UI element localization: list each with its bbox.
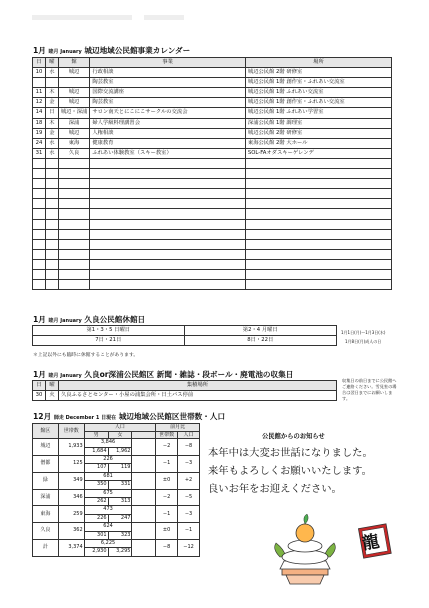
population-female: 313: [108, 498, 132, 506]
population-row: [33, 540, 200, 548]
calendar-hall: 城辺: [58, 98, 90, 108]
calendar-row: [33, 158, 392, 168]
population-total: 226: [84, 456, 132, 464]
calendar-event: [90, 199, 246, 209]
population-row: [33, 472, 200, 480]
population-area: 東海: [33, 506, 59, 523]
calendar-place: 城辺公民館 1階 創作室・ふれあい交流室: [245, 98, 391, 108]
calendar-event: 人権相談: [90, 128, 246, 138]
collection-table: [32, 380, 337, 401]
calendar-dow: [45, 209, 58, 219]
calendar-place: 城辺公民館 1階 創作室・ふれあい交流室: [245, 78, 391, 88]
population-male: 2,930: [84, 548, 108, 556]
population-head-blank: [132, 431, 156, 439]
notice-line-3: 良いお年をお迎えください。: [208, 483, 342, 495]
closure-side-note-1: 1月1日(月)～1月3日(水): [341, 330, 386, 335]
population-row: [33, 439, 200, 447]
population-male: 301: [84, 531, 108, 539]
calendar-dow: 木: [45, 118, 58, 128]
population-female: 247: [108, 514, 132, 522]
calendar-dow: 日: [45, 108, 58, 118]
calendar-row: [33, 148, 392, 158]
calendar-head-event: 事業: [90, 58, 246, 68]
collection-title: 1月 睦月 January 久良or深浦公民館区 新聞・雑誌・段ボール・廃電池の収集日: [33, 370, 294, 379]
calendar-place: 東海公民館 2階 大ホール: [245, 138, 391, 148]
notice-title: 公民館からのお知らせ: [262, 433, 325, 440]
population-households: 346: [58, 489, 84, 506]
calendar-dow: [45, 259, 58, 269]
calendar-day: [33, 249, 46, 259]
population-area: 僧都: [33, 456, 59, 473]
population-diff-households: −2: [156, 489, 178, 506]
closure-title: 1月 睦月 January 久良公民館休館日: [33, 315, 146, 324]
population-diff-households: ±0: [156, 472, 178, 489]
calendar-day: [33, 269, 46, 279]
calendar-hall: [58, 269, 90, 279]
population-total: 681: [84, 472, 132, 480]
population-head-area: 館区: [33, 424, 59, 439]
calendar-row: [33, 169, 392, 179]
calendar-hall: [58, 158, 90, 168]
calendar-day: [33, 259, 46, 269]
calendar-head-hall: 館: [58, 58, 90, 68]
calendar-dow: 金: [45, 128, 58, 138]
closure-monday-head: 第2・4 月曜日: [184, 326, 336, 336]
header-faint-right: [144, 15, 184, 20]
calendar-hall: 城辺: [58, 68, 90, 78]
population-row: [33, 523, 200, 531]
calendar-hall: [58, 179, 90, 189]
kagami-mochi-illustration: [270, 505, 340, 585]
calendar-dow: [45, 280, 58, 290]
calendar-hall: [58, 259, 90, 269]
calendar-hall: [58, 280, 90, 290]
population-female: 119: [108, 464, 132, 472]
calendar-event: [90, 280, 246, 290]
calendar-hall: 城辺: [58, 128, 90, 138]
population-area: 緑: [33, 472, 59, 489]
population-area: 深浦: [33, 489, 59, 506]
collection-head-day: 日: [33, 381, 46, 391]
population-male: 350: [84, 481, 108, 489]
population-diff-pop: −12: [178, 540, 200, 557]
population-diff-households: −1: [156, 456, 178, 473]
calendar-event: サロン南天とにこにこサークルの交流会: [90, 108, 246, 118]
collection-head-place: 集積場所: [58, 381, 336, 391]
calendar-day: 24: [33, 138, 46, 148]
population-male: 226: [84, 514, 108, 522]
calendar-row: [33, 199, 392, 209]
closure-footnote: ＊上記以外にも臨時に休館することがあります。: [33, 353, 139, 358]
calendar-hall: 深浦: [58, 118, 90, 128]
population-female: 323: [108, 531, 132, 539]
calendar-title: 1月 睦月 January 城辺地域公民館事業カレンダー: [33, 46, 191, 55]
calendar-day: [33, 78, 46, 88]
notice-line-1: 本年中は大変お世話になりました。: [208, 447, 373, 459]
population-diff-pop: −1: [178, 523, 200, 540]
population-head-compare: 前月比: [156, 424, 200, 432]
population-diff-pop: +2: [178, 472, 200, 489]
population-total: 6,225: [84, 540, 132, 548]
calendar-day: [33, 158, 46, 168]
population-diff-pop: −8: [178, 439, 200, 456]
closure-table: [32, 325, 337, 346]
calendar-hall: 城辺: [58, 88, 90, 98]
calendar-place: 城辺公民館 2階 研修室: [245, 128, 391, 138]
calendar-day: [33, 239, 46, 249]
population-total: 624: [84, 523, 132, 531]
calendar-day: [33, 209, 46, 219]
population-female: 331: [108, 481, 132, 489]
collection-dow: 火: [45, 391, 58, 401]
calendar-day: [33, 169, 46, 179]
calendar-event: 陶芸教室: [90, 98, 246, 108]
calendar-event: ふれあい体験教室（スキー教室）: [90, 148, 246, 158]
calendar-row: [33, 138, 392, 148]
calendar-event: [90, 269, 246, 279]
calendar-place: [245, 269, 391, 279]
calendar-place: 城辺公民館 2階 研修室: [245, 68, 391, 78]
population-male: 107: [84, 464, 108, 472]
population-head-pop: 人口: [84, 424, 155, 432]
calendar-event: 健康教育: [90, 138, 246, 148]
calendar-row: [33, 98, 392, 108]
calendar-dow: [45, 189, 58, 199]
calendar-dow: 金: [45, 98, 58, 108]
calendar-hall: [58, 219, 90, 229]
calendar-day: [33, 219, 46, 229]
calendar-hall: [58, 209, 90, 219]
calendar-hall: [58, 169, 90, 179]
calendar-place: [245, 280, 391, 290]
calendar-row: [33, 219, 392, 229]
population-households: 125: [58, 456, 84, 473]
calendar-place: [245, 259, 391, 269]
calendar-event: [90, 229, 246, 239]
calendar-dow: [45, 78, 58, 88]
calendar-event: [90, 209, 246, 219]
population-households: 1,933: [58, 439, 84, 456]
calendar-place: 深浦公民館 1階 調理室: [245, 118, 391, 128]
calendar-day: 31: [33, 148, 46, 158]
calendar-hall: 東海: [58, 138, 90, 148]
calendar-event: [90, 259, 246, 269]
calendar-hall: 久良: [58, 148, 90, 158]
calendar-dow: [45, 239, 58, 249]
calendar-dow: 水: [45, 138, 58, 148]
calendar-dow: [45, 219, 58, 229]
calendar-head-dow: 曜: [45, 58, 58, 68]
calendar-hall: [58, 78, 90, 88]
population-head-male: 男: [84, 431, 108, 439]
collection-place: 久良ふるさとセンター・小屋の浦集会所・日土バス停前: [58, 391, 336, 401]
population-male: 262: [84, 498, 108, 506]
population-row: [33, 489, 200, 497]
calendar-day: 14: [33, 108, 46, 118]
calendar-event: 陶芸教室: [90, 78, 246, 88]
calendar-row: [33, 179, 392, 189]
calendar-hall: [58, 249, 90, 259]
calendar-hall: 城辺・深浦: [58, 108, 90, 118]
calendar-row: [33, 189, 392, 199]
closure-sunday-dates: 7日・21日: [33, 336, 185, 346]
calendar-place: [245, 219, 391, 229]
calendar-day: [33, 179, 46, 189]
calendar-place: [245, 239, 391, 249]
calendar-row: [33, 209, 392, 219]
calendar-event: [90, 169, 246, 179]
population-row: [33, 506, 200, 514]
population-households: 3,374: [58, 540, 84, 557]
calendar-row: [33, 229, 392, 239]
calendar-place: [245, 189, 391, 199]
population-blank: [132, 506, 156, 523]
population-area: 城辺: [33, 439, 59, 456]
calendar-day: 19: [33, 128, 46, 138]
population-households: 349: [58, 472, 84, 489]
calendar-event: [90, 179, 246, 189]
calendar-place: [245, 249, 391, 259]
calendar-day: 18: [33, 118, 46, 128]
calendar-row: [33, 68, 392, 78]
population-diff-pop: −3: [178, 506, 200, 523]
calendar-event: [90, 249, 246, 259]
population-head-pop2: 人口: [178, 431, 200, 439]
collection-day: 30: [33, 391, 46, 401]
population-female: 3,295: [108, 548, 132, 556]
calendar-table: [32, 57, 392, 290]
calendar-hall: [58, 199, 90, 209]
calendar-dow: [45, 158, 58, 168]
population-diff-households: −1: [156, 506, 178, 523]
population-blank: [132, 523, 156, 540]
calendar-hall: [58, 189, 90, 199]
closure-monday-dates: 8日・22日: [184, 336, 336, 346]
calendar-day: 12: [33, 98, 46, 108]
population-blank: [132, 472, 156, 489]
calendar-head-day: 日: [33, 58, 46, 68]
calendar-place: SOL-FAオダスキーゲレンデ: [245, 148, 391, 158]
dragon-char: 龍: [360, 531, 382, 555]
population-total: 473: [84, 506, 132, 514]
calendar-row: [33, 128, 392, 138]
population-diff-pop: −5: [178, 489, 200, 506]
population-head-female: 女: [108, 431, 132, 439]
calendar-head-place: 場所: [245, 58, 391, 68]
calendar-place: [245, 229, 391, 239]
population-female: 1,962: [108, 447, 132, 455]
population-head-households2: 世帯数: [156, 431, 178, 439]
closure-sunday-head: 第1・3・5 日曜日: [33, 326, 185, 336]
calendar-event: 婦人学級料理講習会: [90, 118, 246, 128]
calendar-place: [245, 169, 391, 179]
calendar-day: 10: [33, 68, 46, 78]
header-faint-left: [32, 15, 132, 20]
calendar-row: [33, 108, 392, 118]
population-blank: [132, 540, 156, 557]
collection-head-dow: 曜: [45, 381, 58, 391]
calendar-hall: [58, 229, 90, 239]
calendar-row: [33, 88, 392, 98]
population-households: 259: [58, 506, 84, 523]
calendar-dow: [45, 249, 58, 259]
population-blank: [132, 456, 156, 473]
calendar-place: 城辺公民館 1階 ふれあい学習室: [245, 108, 391, 118]
calendar-dow: [45, 269, 58, 279]
calendar-event: 国際交流講座: [90, 88, 246, 98]
calendar-place: [245, 209, 391, 219]
notice-line-2: 来年もよろしくお願いいたします。: [208, 465, 372, 477]
calendar-event: [90, 189, 246, 199]
population-total: 675: [84, 489, 132, 497]
calendar-dow: 水: [45, 148, 58, 158]
calendar-place: 城辺公民館 1階 ふれあい交流室: [245, 88, 391, 98]
population-title: 12月 師走 December 1 日現在 城辺地域公民館区世帯数・人口: [33, 412, 226, 421]
population-area: 久良: [33, 523, 59, 540]
collection-side-note: 収集日の前日までに公民館へご連絡ください。雪見室の場合は翌日までにお願いします。: [342, 378, 397, 401]
population-row: [33, 456, 200, 464]
calendar-day: [33, 189, 46, 199]
population-head-households: 世帯数: [58, 424, 84, 439]
calendar-dow: [45, 169, 58, 179]
calendar-event: [90, 158, 246, 168]
closure-side-note-2: 1月8日(月)成人の日: [345, 339, 382, 344]
calendar-place: [245, 158, 391, 168]
calendar-day: [33, 229, 46, 239]
calendar-day: [33, 199, 46, 209]
population-blank: [132, 489, 156, 506]
population-diff-pop: −3: [178, 456, 200, 473]
calendar-day: 11: [33, 88, 46, 98]
calendar-row: [33, 259, 392, 269]
calendar-row: [33, 280, 392, 290]
calendar-dow: [45, 179, 58, 189]
calendar-dow: [45, 229, 58, 239]
calendar-dow: 水: [45, 68, 58, 78]
population-blank: [132, 439, 156, 456]
calendar-event: 行政相談: [90, 68, 246, 78]
calendar-dow: 木: [45, 88, 58, 98]
calendar-event: [90, 219, 246, 229]
population-diff-households: −8: [156, 540, 178, 557]
calendar-day: [33, 280, 46, 290]
population-male: 1,684: [84, 447, 108, 455]
calendar-row: [33, 249, 392, 259]
population-households: 362: [58, 523, 84, 540]
population-area: 計: [33, 540, 59, 557]
calendar-row: [33, 118, 392, 128]
calendar-dow: [45, 199, 58, 209]
calendar-place: [245, 199, 391, 209]
population-diff-households: ±0: [156, 523, 178, 540]
calendar-place: [245, 179, 391, 189]
calendar-row: [33, 78, 392, 88]
population-total: 3,846: [84, 439, 132, 447]
population-diff-households: −2: [156, 439, 178, 456]
population-table: [32, 423, 200, 557]
calendar-row: [33, 239, 392, 249]
calendar-row: [33, 269, 392, 279]
calendar-event: [90, 239, 246, 249]
calendar-hall: [58, 239, 90, 249]
